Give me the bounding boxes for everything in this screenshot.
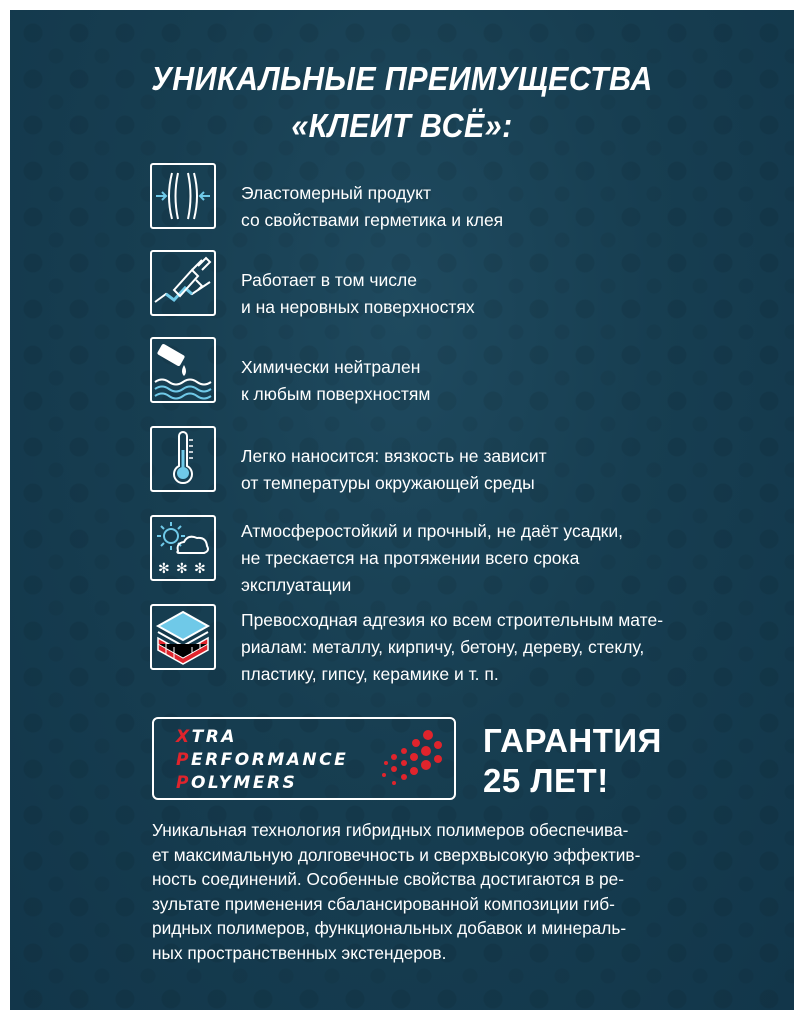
svg-text:✻: ✻ xyxy=(176,561,188,577)
feature-text xyxy=(241,180,503,234)
guarantee-line2: 25 ЛЕТ! xyxy=(483,762,609,799)
guarantee-line1: ГАРАНТИЯ xyxy=(483,722,662,759)
feature-text-line: Химически нейтрален xyxy=(241,357,421,377)
description-line: Уникальная технология гибридных полимеров обеспечива- xyxy=(152,820,629,840)
feature-text-line: эксплуатации xyxy=(241,575,352,595)
molecule-dots-icon xyxy=(376,725,446,795)
feature-text xyxy=(241,267,475,321)
feature-text-line: и на неровных поверхностях xyxy=(241,297,475,317)
materials-layers-icon xyxy=(150,604,216,670)
description-line: ность соединений. Особенные свойства достигаются в ре- xyxy=(152,869,625,889)
description-line: ридных полимеров, функциональных добавок и минераль- xyxy=(152,918,627,938)
description-line: ет максимальную долговечность и сверхвысокую эффектив- xyxy=(152,844,641,865)
feature-text-line: к любым поверхностям xyxy=(241,384,431,404)
feature-text-line: Работает в том числе xyxy=(241,270,417,290)
xpp-line-polymers xyxy=(176,773,297,793)
feature-text-line: Превосходная адгезия ко всем строительным мате- xyxy=(241,610,664,630)
feature-text xyxy=(241,518,623,599)
thermometer-icon xyxy=(150,426,216,492)
page-title-line2: «КЛЕИТ ВСЁ»: xyxy=(291,107,513,144)
page-title-line1: УНИКАЛЬНЫЕ ПРЕИМУЩЕСТВА xyxy=(151,60,653,97)
weather-icon xyxy=(150,515,216,581)
xpp-line-performance xyxy=(176,750,348,770)
svg-text:✻: ✻ xyxy=(194,561,206,577)
xpp-line-xtra xyxy=(176,727,237,747)
description-line: зультате применения сбалансированной композиции гиб- xyxy=(152,893,615,914)
feature-text-line: со свойствами герметика и клея xyxy=(241,210,504,230)
feature-text-line: пластику, гипсу, керамике и т. п. xyxy=(241,664,499,684)
xpp-badge xyxy=(152,717,456,800)
xpp-initial: P xyxy=(176,773,191,793)
svg-text:✻: ✻ xyxy=(158,561,170,577)
feature-text xyxy=(241,443,547,497)
feature-text-line: от температуры окружающей среды xyxy=(241,473,535,493)
chemical-drop-icon xyxy=(150,337,216,403)
xpp-initial: P xyxy=(176,750,191,770)
description-paragraph xyxy=(152,818,692,965)
xpp-word-rest: ERFORMANCE xyxy=(190,750,349,770)
feature-text-line: Эластомерный продукт xyxy=(241,183,432,203)
feature-text xyxy=(241,607,663,688)
xpp-initial: X xyxy=(176,727,192,747)
description-line: ных пространственных экстендеров. xyxy=(152,942,447,963)
xpp-word-rest: TRA xyxy=(191,727,237,747)
sealant-gun-icon xyxy=(150,250,216,316)
xpp-word-rest: OLYMERS xyxy=(190,773,298,793)
elastic-icon xyxy=(150,163,216,229)
feature-text-line: риалам: металлу, кирпичу, бетону, дереву, стеклу, xyxy=(241,637,645,657)
feature-text-line: Атмосферостойкий и прочный, не даёт усадки, xyxy=(241,521,623,541)
feature-text-line: Легко наносится: вязкость не зависит xyxy=(241,446,547,466)
feature-text xyxy=(241,354,430,408)
promo-panel xyxy=(10,10,794,1010)
feature-text-line: не трескается на протяжении всего срока xyxy=(241,548,580,568)
